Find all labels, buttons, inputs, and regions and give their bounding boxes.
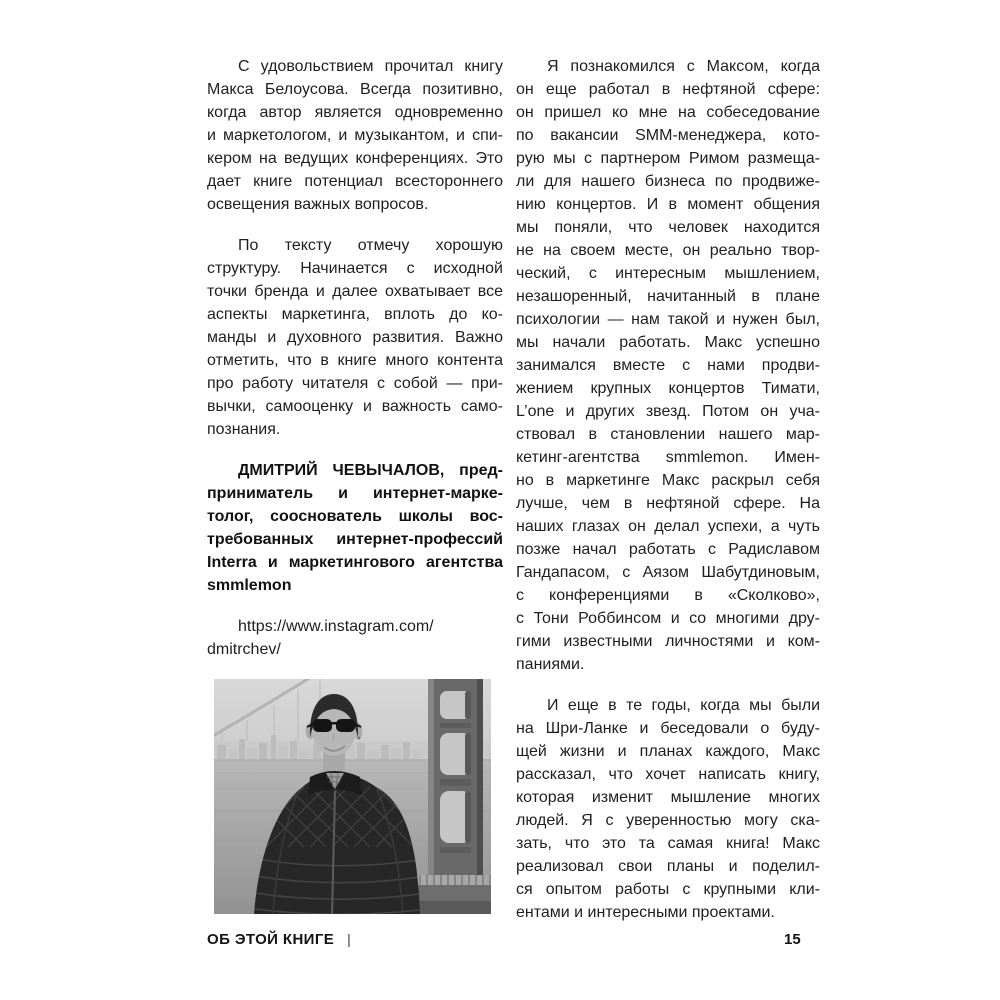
author-photo	[214, 679, 491, 914]
review-paragraph-3: Я познакомился с Максом, когда он еще работал в нефтяной сфере: он пришел ко мне на собеседование по вакансии SMM-менеджера, кото- рую мы с партнером Римом размеща- ли для нашего бизнеса по продвиже- нию концертов. И в момент общения мы поняли, что человек находится не на своем месте, он реально твор- ческий, с интересным мышлением, незашоренный, начитанный в плане психологии — нам такой и нужен был, мы начали работать. Макс успешно занимался вместе с нами продви- жением крупных концертов Тимати, L’one и других звезд. Потом он уча- ствовал в становлении нашего мар- кетинг-агентства smmlemon. Имен- но в маркетинге Макс раскрыл себя лучше, чем в нефтяной сфере. На наших глазах он делал успехи, а чуть позже начал работать с Радиславом Гандапасом, с Аязом Шабутдиновым, с конференциями в «Сколково», с Тони Роббинсом и со многими дру- гими известными личностями и ком- паниями.	[516, 58, 820, 673]
review-paragraph-1: С удовольствием прочитал книгу Макса Белоусова. Всегда позитивно, когда автор является одновременно и маркетологом, и музыкантом, и спи- кером на ведущих конференциях. Это дает книге потенциал всестороннего освещения важных вопросов.	[207, 58, 503, 213]
review-paragraph-4: И еще в те годы, когда мы были на Шри-Ланке и беседовали о буду- щей жизни и планах каждого, Макс рассказал, что хочет написать книгу, которая изменит мышление многих людей. Я с уверенностью могу ска- зать, что это та самая книга! Макс реализовал свои планы и поделил- ся опытом работы с крупными кли- ентами и интересными проектами.	[516, 697, 820, 921]
nose	[333, 733, 334, 741]
earring	[358, 737, 361, 740]
footer-divider: |	[347, 931, 352, 947]
reviewer-byline: ДМИТРИЙ ЧЕВЫЧАЛОВ, пред- приниматель и интернет-марке- толог, сооснователь школы вос- требованных интернет-профессий Interra и маркетингового агентства smmlemon	[207, 462, 503, 594]
page-number: 15	[784, 931, 801, 948]
instagram-url: https://www.instagram.com/ dmitrchev/	[207, 618, 434, 658]
left-column	[207, 55, 503, 914]
right-column	[516, 55, 820, 942]
page-footer	[207, 931, 351, 948]
section-title: ОБ ЭТОЙ КНИГЕ	[207, 931, 335, 948]
bridge-tower	[428, 679, 483, 879]
author-photo-graphic	[214, 679, 491, 914]
bridge-deck	[416, 875, 491, 914]
review-paragraph-2: По тексту отмечу хорошую структуру. Начинается с исходной точки бренда и далее охватывает все аспекты маркетинга, вплоть до ко- манды и духовного развития. Важно отметить, что в книге много контента про работу читателя с собой — при- вычки, самооценку и важность само- познания.	[207, 237, 503, 438]
